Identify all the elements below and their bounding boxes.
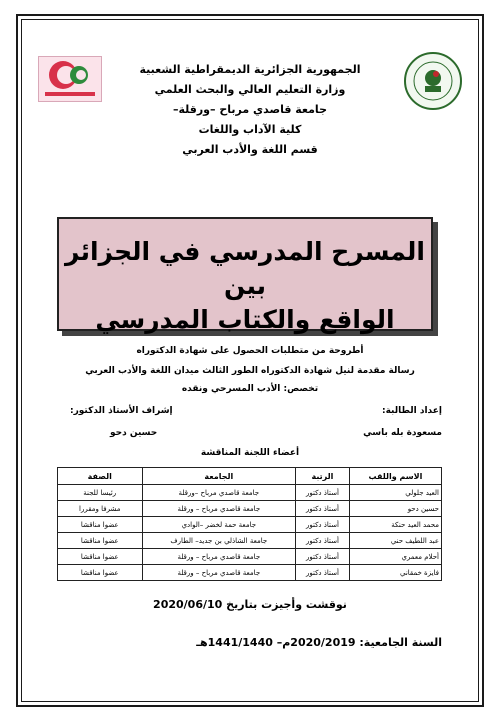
member-role: عضوا مناقشا: [58, 565, 143, 581]
table-row: [58, 485, 442, 501]
header-faculty: كلية الآداب واللغات: [198, 123, 302, 136]
table-row: [58, 517, 442, 533]
thesis-requirement: أطروحة من متطلبات الحصول على شهادة الدكتوراه: [136, 346, 364, 356]
table-row: [58, 533, 442, 549]
thesis-program: رسالة مقدمة لنيل شهادة الدكتوراه الطور الثالث ميدان اللغة والأدب العربي: [85, 366, 415, 376]
member-university: جامعة قاصدي مرباح – ورقلة: [142, 549, 296, 565]
table-row: [58, 565, 442, 581]
member-name: عبد اللطيف حني: [349, 533, 441, 549]
header-department: قسم اللغة والأدب العربي: [182, 143, 318, 156]
thesis-title-box: [57, 217, 433, 334]
member-name: محمد العيد حنكة: [349, 517, 441, 533]
institution-header: [0, 60, 500, 160]
member-university: جامعة الشاذلي بن جديد– الطارف: [142, 533, 296, 549]
thesis-title-line1: المسرح المدرسي في الجزائر بين: [65, 237, 425, 300]
member-rank: أستاذ دكتور: [296, 549, 350, 565]
supervisor-label: إشراف الأستاذ الدكتور:: [70, 406, 173, 416]
jury-table: [57, 467, 442, 581]
thesis-title-line2: الواقع والكتاب المدرسي: [95, 305, 395, 334]
member-rank: أستاذ دكتور: [296, 565, 350, 581]
table-row: [58, 501, 442, 517]
member-role: عضوا مناقشا: [58, 517, 143, 533]
member-role: عضوا مناقشا: [58, 549, 143, 565]
member-role: رئيسا للجنة: [58, 485, 143, 501]
member-name: العيد جلولي: [349, 485, 441, 501]
header-ministry: وزارة التعليم العالي والبحث العلمي: [154, 83, 346, 96]
header-university: جامعة قاصدي مرباح –ورقلة–: [172, 103, 327, 116]
header-republic: الجمهورية الجزائرية الديمقراطية الشعبية: [139, 63, 361, 76]
member-name: فايزة خمقاني: [349, 565, 441, 581]
member-rank: أستاذ دكتور: [296, 485, 350, 501]
student-name: مسعودة بله باسي: [363, 428, 442, 438]
table-row: [58, 549, 442, 565]
member-university: جامعة قاصدي مرباح –ورقلة: [142, 485, 296, 501]
prepared-by-label: إعداد الطالبة:: [382, 406, 442, 416]
member-rank: أستاذ دكتور: [296, 501, 350, 517]
academic-year: السنة الجامعية: 2020/2019م– 1441/1440هـ: [196, 636, 442, 649]
col-name: الاسم واللقب: [349, 468, 441, 485]
thesis-specialty: تخصص: الأدب المسرحي ونقده: [181, 384, 319, 394]
col-university: الجامعة: [142, 468, 296, 485]
col-rank: الرتبة: [296, 468, 350, 485]
member-university: جامعة قاصدي مرباح – ورقلة: [142, 501, 296, 517]
member-role: مشرفا ومقررا: [58, 501, 143, 517]
member-rank: أستاذ دكتور: [296, 517, 350, 533]
defense-date: نوقشت وأجيزت بتاريخ 2020/06/10: [153, 598, 347, 611]
jury-header-row: [58, 468, 442, 485]
col-role: الصفة: [58, 468, 143, 485]
member-role: عضوا مناقشا: [58, 533, 143, 549]
member-name: حسين دحو: [349, 501, 441, 517]
member-university: جامعة حمة لخضر –الوادي: [142, 517, 296, 533]
member-name: أحلام معمري: [349, 549, 441, 565]
member-university: جامعة قاصدي مرباح – ورقلة: [142, 565, 296, 581]
committee-title: أعضاء اللجنة المناقشة: [200, 448, 300, 458]
member-rank: أستاذ دكتور: [296, 533, 350, 549]
supervisor-name: حسين دحو: [110, 428, 158, 438]
